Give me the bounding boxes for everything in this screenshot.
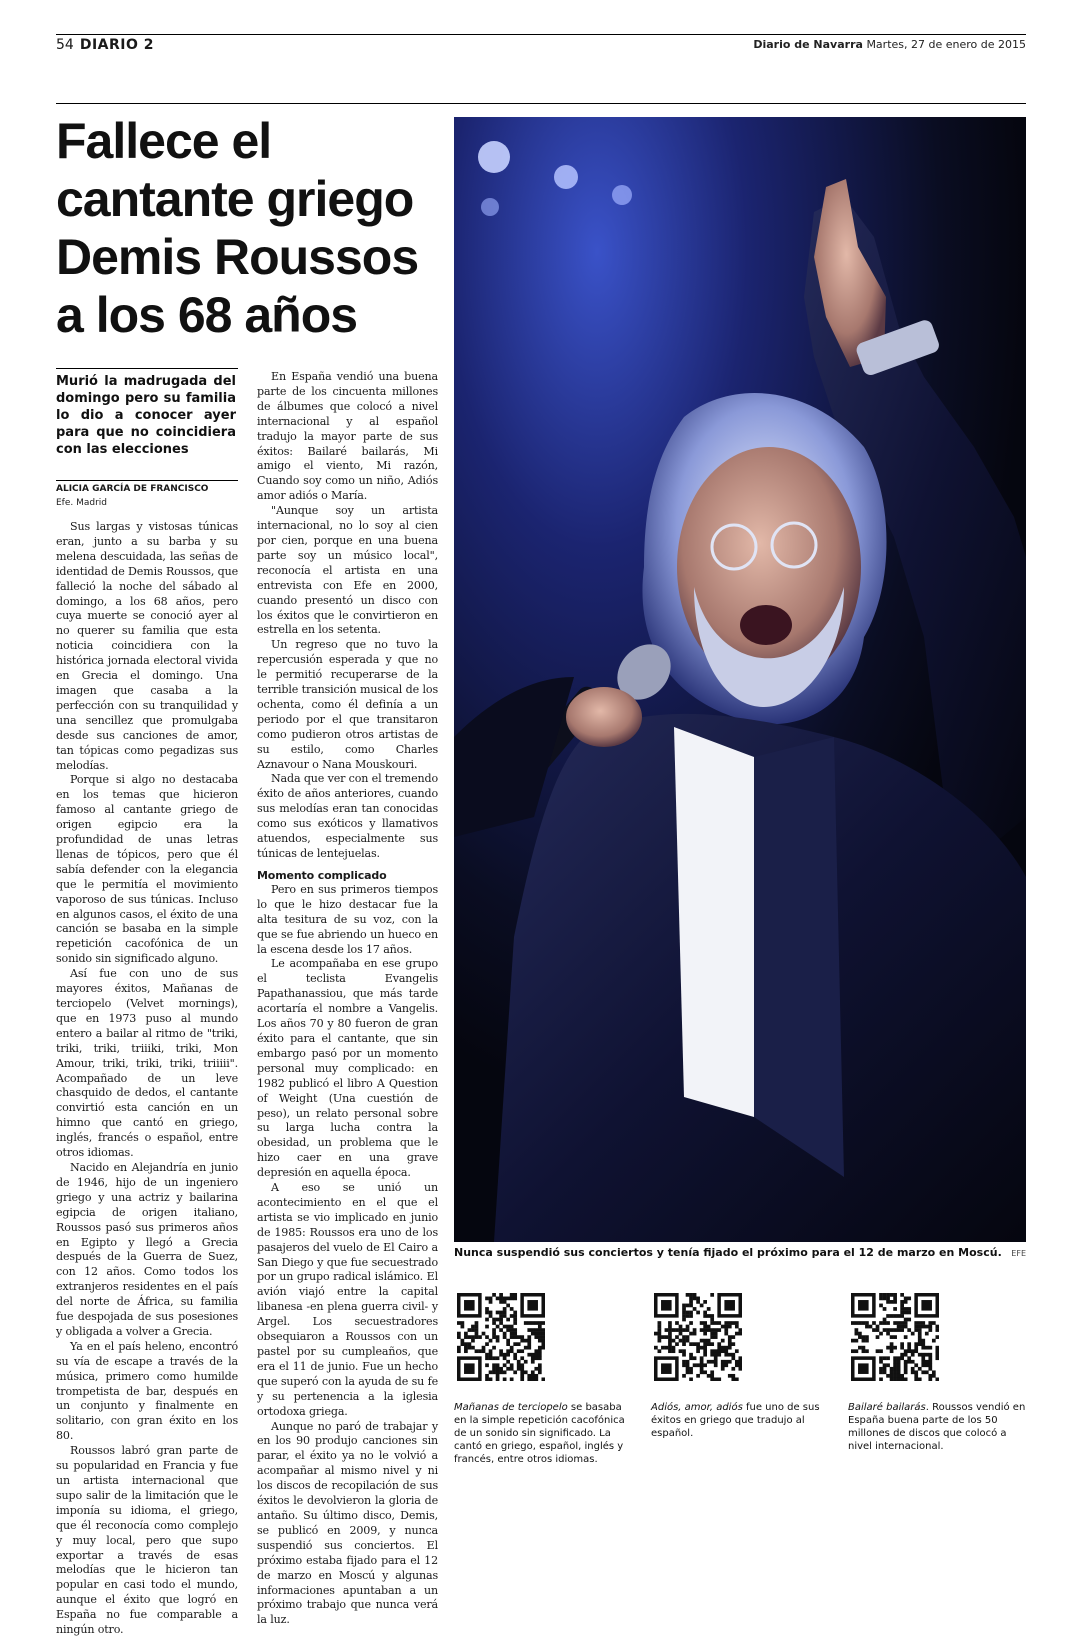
- song-title: Mañanas de terciopelo: [454, 1402, 568, 1413]
- paragraph: Un regreso que no tuvo la repercusión esperada y que no le permitió recuperarse de la terrible transición musical de los ochenta, como él definía a un periodo por el que transitaron como pudieron otros artistas de su estilo, como Charles Aznavour o Nana Mouskouri.: [257, 638, 438, 771]
- photo-credit: EFE: [1011, 1249, 1026, 1258]
- paragraph: Nacido en Alejandría en junio de 1946, hijo de un ingeniero griego y una actriz y bailarina egipcia de origen italiano, Roussos pasó sus primeros años en Egipto y llegó a Grecia después de la Guerra de Suez, con 12 años. Como todos los extranjeros residentes en el país del norte de África, su familia fue despojada de sus posesiones y obligada a volver a Grecia.: [56, 1160, 238, 1338]
- section-name: DIARIO 2: [79, 37, 154, 53]
- headline-line: Fallece el: [56, 113, 272, 169]
- song-title: Adiós, amor, adiós: [651, 1402, 743, 1413]
- photo-caption: Nunca suspendió sus conciertos y tenía fijado el próximo para el 12 de marzo en Moscú.: [454, 1246, 1002, 1259]
- qr-code-icon: [851, 1293, 939, 1381]
- page-section-label: [56, 37, 154, 53]
- paragraph: Sus largas y vistosas túnicas eran, junto a su barba y su melena descuidada, las señas de identidad de Demis Roussos, que falleció la noche del sábado al domingo, a los 68 años, pero cuya muerte se conoció ayer al no querer su familia que esta noticia coincidiera con la histórica jornada electoral vivida en Grecia el domingo. Una imagen que casaba a la perfección con su tranquilidad y una sencillez que promulgaba desde sus canciones de amor, tan tópicas como pegadizas sus melodías.: [56, 520, 238, 772]
- page-number: 54: [56, 37, 74, 53]
- paragraph: Pero en sus primeros tiempos lo que le hizo destacar fue la alta tesitura de su voz, con la que se fue abriendo un hueco en la escena desde los 17 años.: [257, 882, 438, 956]
- header-dateline: [753, 38, 1026, 51]
- headline: [56, 112, 436, 344]
- qr-caption: [651, 1401, 829, 1440]
- headline-line: a los 68 años: [56, 287, 358, 343]
- song-title: Bailaré bailarás: [848, 1402, 926, 1413]
- paragraph: En España vendió una buena parte de los cincuenta millones de álbumes que colocó a nivel internacional y al español tradujo la mayor parte de sus éxitos: Bailaré bailarás, Mi amigo el viento, Mi razón, Cuando soy como un niño, Adiós amor adiós o María.: [257, 370, 438, 503]
- newspaper-name: Diario de Navarra: [753, 38, 863, 51]
- header-bottom-rule: [56, 103, 1026, 104]
- qr-caption-text: . Roussos vendió en España buena parte de los 50 millones de discos que colocó a nivel internacional.: [848, 1402, 1026, 1452]
- subhead-rule: [56, 368, 238, 369]
- qr-code-icon: [654, 1293, 742, 1381]
- paragraph: Roussos labró gran parte de su popularidad en Francia y fue un artista internacional que supo salir de la limitación que le imponía su idioma, el griego, que él reconocía como complejo y muy local, pero que supo exportar a través de esas melodías que le hicieron tan popular en casi todo el mundo, aunque el éxito que logró en España no fue comparable a ningún otro.: [56, 1444, 238, 1637]
- paragraph: Le acompañaba en ese grupo el teclista Evangelis Papathanassiou, que más tarde acortaría el nombre a Vangelis. Los años 70 y 80 fueron de gran éxito para el cantante, que sin embargo pasó por un momento personal muy complicado: en 1982 publicó el libro A Question of Weight (Una cuestión de peso), un relato personal sobre su larga lucha contra la obesidad, un problema que le hizo caer en una grave depresión en aquella época.: [257, 957, 438, 1180]
- qr-caption-text: fue uno de sus éxitos en griego que tradujo al español.: [651, 1402, 820, 1439]
- qr-caption: [454, 1401, 632, 1466]
- headline-line: cantante griego: [56, 171, 414, 227]
- paragraph: Así fue con uno de sus mayores éxitos, Mañanas de terciopelo (Velvet mornings), que en 1973 puso al mundo entero a bailar al ritmo de "triki, triki, triki, triiiki, triki, Mon Amour, triki, triki, triki, triiiii". Acompañado de un leve chasquido de dedos, el cantante convirtió esta canción en un himno que cantó en griego, inglés, francés o español, entre otros idiomas.: [56, 967, 238, 1160]
- header-top-rule: [56, 34, 1026, 35]
- subheadline: Murió la madrugada del domingo pero su familia lo dio a conocer ayer para que no coincidiera con las elecciones: [56, 374, 236, 457]
- concert-photo: [454, 117, 1026, 1242]
- article-column-2: [257, 370, 438, 1628]
- qr-code[interactable]: [654, 1293, 742, 1381]
- byline-place: Efe. Madrid: [56, 498, 108, 508]
- article-column-1: [56, 520, 238, 1638]
- qr-code[interactable]: [457, 1293, 545, 1381]
- intertitle: Momento complicado: [257, 868, 387, 882]
- qr-code-icon: [457, 1293, 545, 1381]
- paragraph: Nada que ver con el tremendo éxito de años anteriores, cuando sus melodías eran tan conocidas como sus exóticos y llamativos atuendos, especialmente sus túnicas de lentejuelas.: [257, 772, 438, 860]
- paragraph: Porque si algo no destacaba en los temas que hicieron famoso al cantante griego de origen egipcio era la profundidad de unas letras llenas de tópicos, pero que él sabía defender con la elegancia que le permitía el movimiento vaporoso de sus túnicas. Incluso en algunos casos, el éxito de una canción se basaba en la simple repetición cacofónica de un sonido sin significado alguno.: [56, 773, 238, 966]
- qr-caption: [848, 1401, 1026, 1453]
- paragraph: "Aunque soy un artista internacional, no lo soy al cien por cien, porque en una buena parte soy un músico local", reconocía el artista en una entrevista con Efe en 2000, cuando presentó un disco con los éxitos que le convirtieron en estrella en los setenta.: [257, 504, 438, 637]
- singer-photo-illustration: [454, 117, 1026, 1242]
- headline-line: Demis Roussos: [56, 229, 419, 285]
- paragraph: Ya en el país heleno, encontró su vía de escape a través de la música, primero como humilde trompetista de bar, después en un conjunto y finalmente en solitario, con gran éxito en los 80.: [56, 1339, 238, 1443]
- qr-caption-text: se basaba en la simple repetición cacofónica de un sonido sin significado. La cantó en griego, español, inglés y francés, entre otros idiomas.: [454, 1402, 625, 1465]
- byline-author: ALICIA GARCÍA DE FRANCISCO: [56, 480, 238, 494]
- issue-date: Martes, 27 de enero de 2015: [866, 38, 1026, 51]
- qr-code[interactable]: [851, 1293, 939, 1381]
- paragraph: A eso se unió un acontecimiento en el que el artista se vio implicado en junio de 1985: Roussos era uno de los pasajeros del vuelo de El Cairo a San Diego y que fue secuestrado por un grupo radical islámico. El avión viajó entre la capital libanesa -en plena guerra civil- y Argel. Los secuestradores obsequiaron a Roussos con un pastel por su cumpleaños, que era el 11 de junio. Fue un hecho que superó con la ayuda de su fe y su pertenencia a la iglesia ortodoxa griega.: [257, 1181, 438, 1418]
- paragraph: Aunque no paró de trabajar y en los 90 produjo canciones sin parar, el éxito ya no le volvió a acompañar al mismo nivel y ni los discos de recopilación de sus éxitos le devolvieron la gloria de antaño. Su último disco, Demis, se publicó en 2009, y nunca suspendió sus conciertos. El próximo estaba fijado para el 12 de marzo en Moscú y algunas informaciones apuntaban a un próximo trabajo que nunca verá la luz.: [257, 1419, 438, 1627]
